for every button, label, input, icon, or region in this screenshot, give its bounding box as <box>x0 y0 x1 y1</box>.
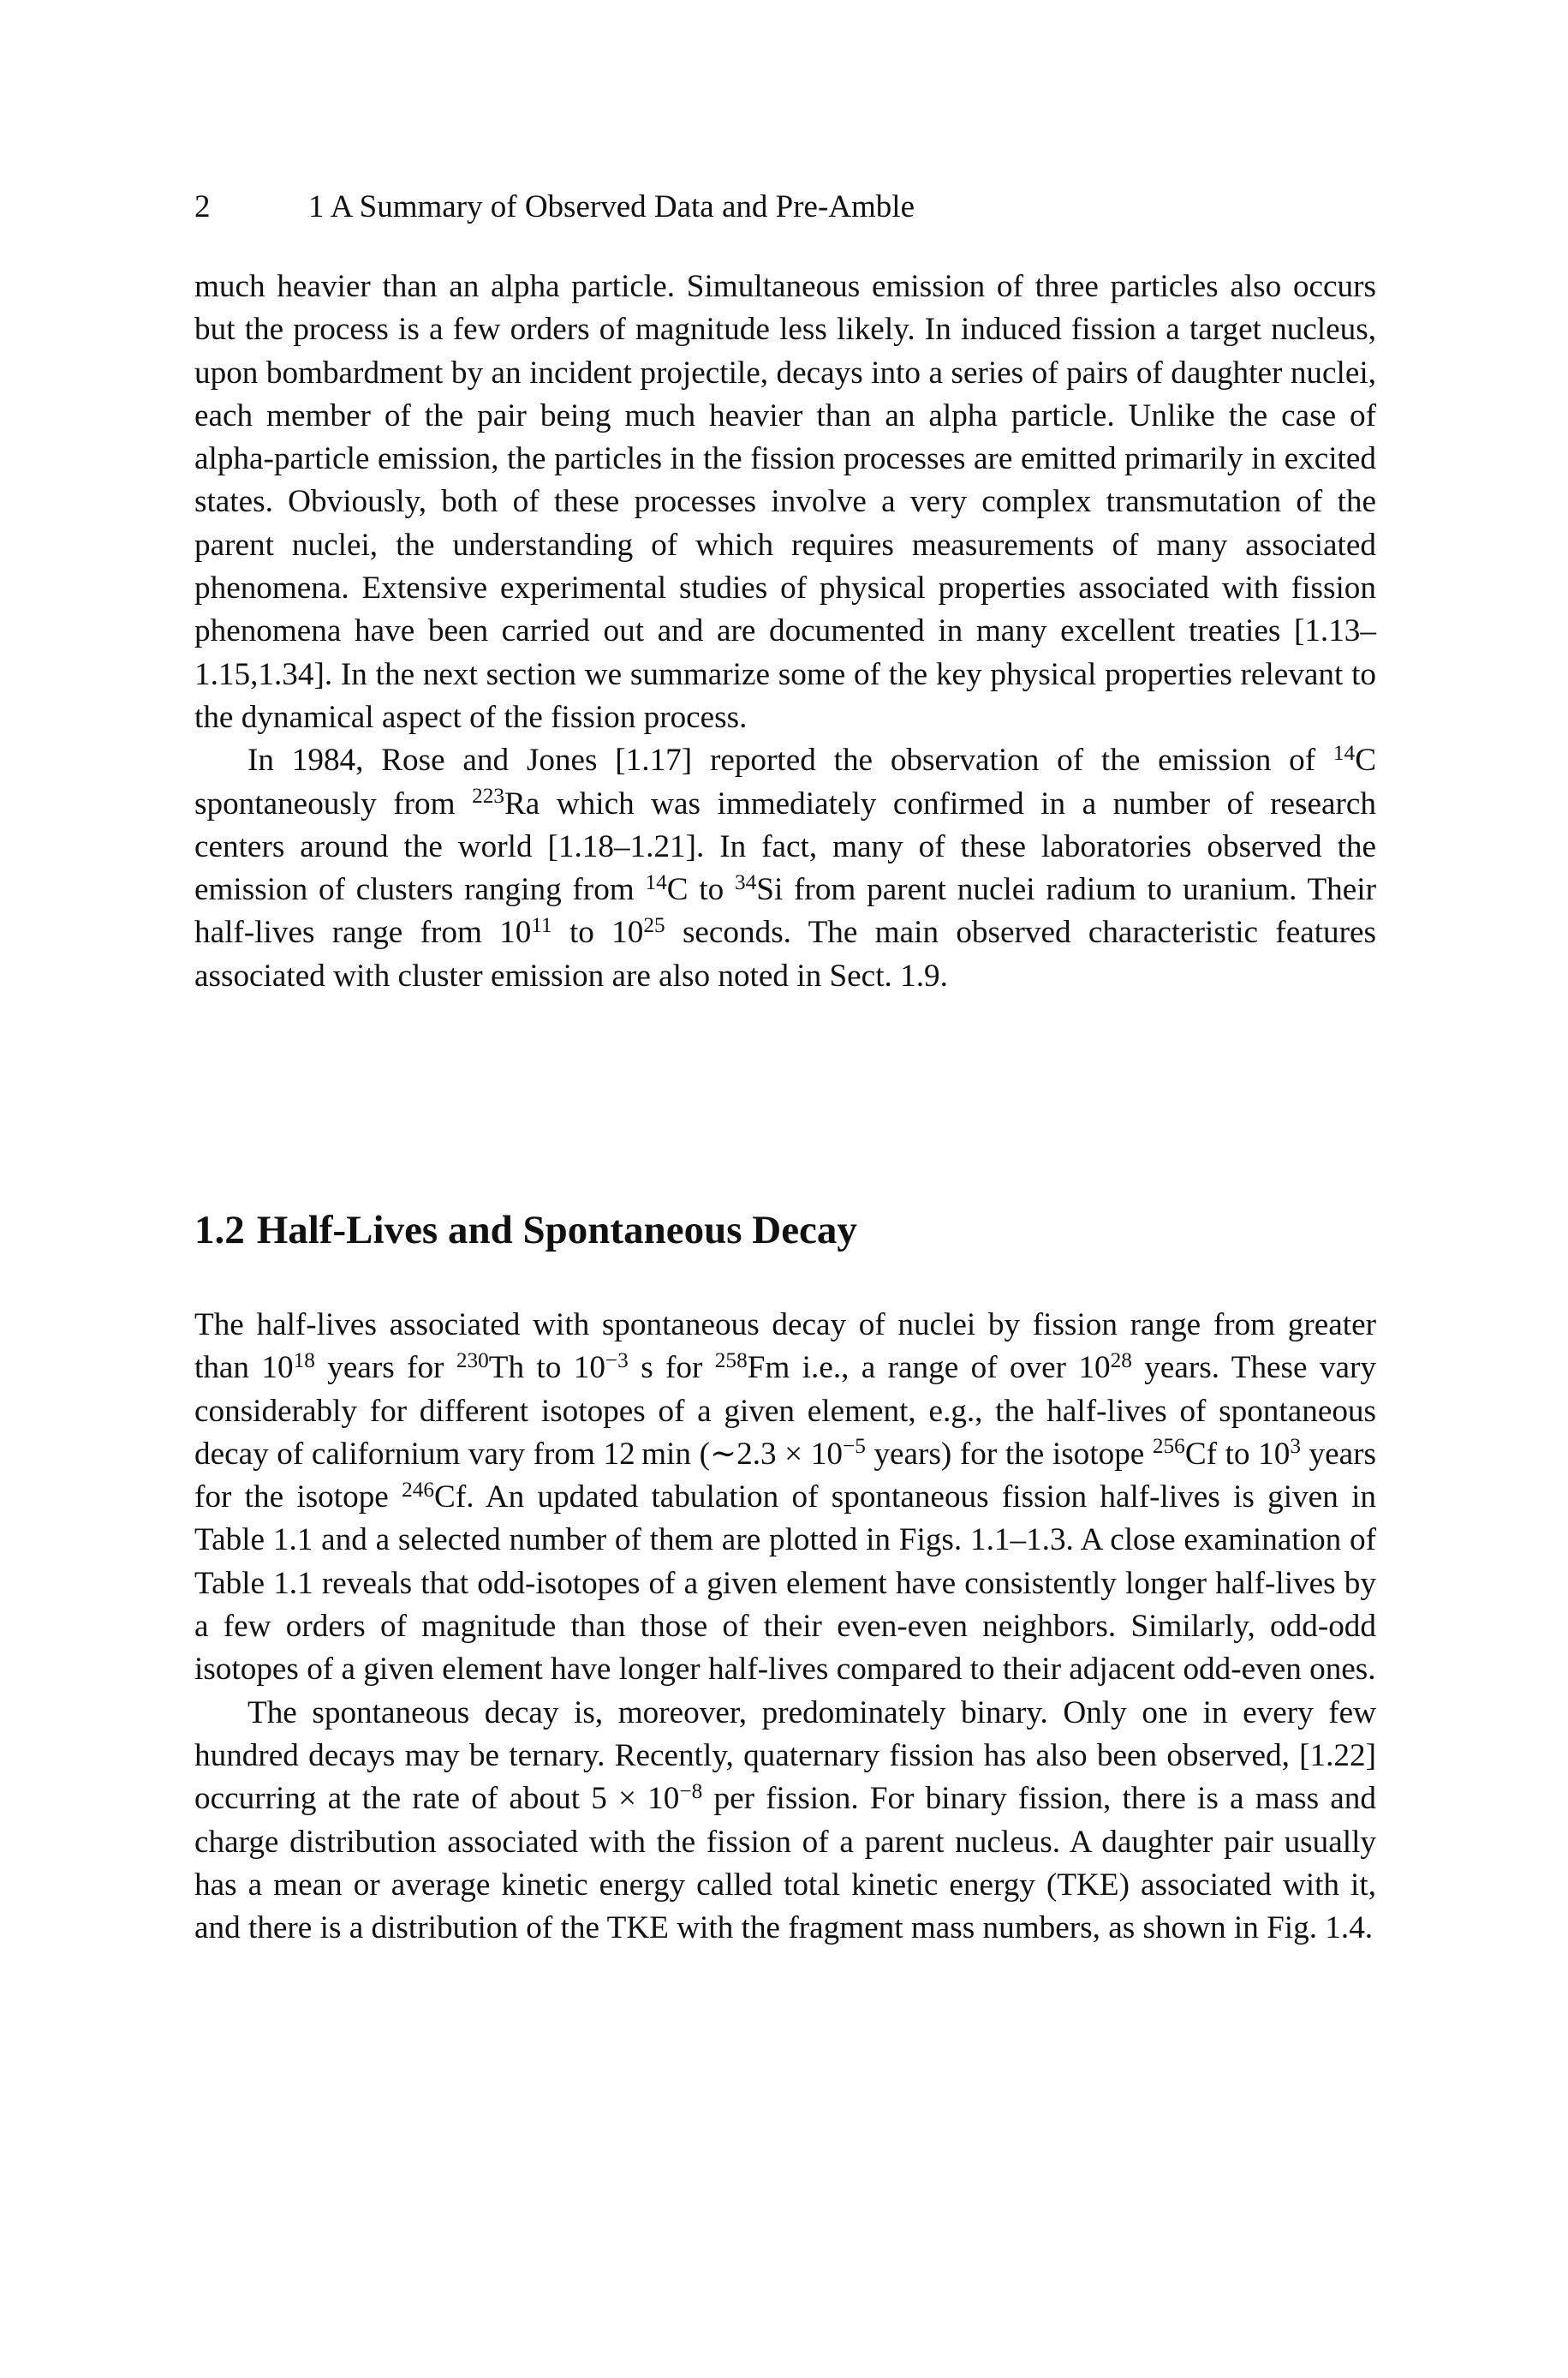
superscript: −3 <box>605 1347 629 1372</box>
superscript: 18 <box>293 1347 315 1372</box>
superscript: 223 <box>472 783 504 808</box>
text-run: Ra which was immediately confirmed in a number of research centers around the world [1.18–1.21]. In fact, many of these laboratories observed the emission of clusters ranging from <box>194 786 1377 908</box>
text-run: Cf to 10 <box>1184 1436 1291 1472</box>
superscript: 34 <box>735 869 757 894</box>
section-number: 1.2 <box>194 1208 245 1252</box>
text-run: C to <box>666 872 735 908</box>
superscript: 256 <box>1152 1434 1185 1459</box>
superscript: 11 <box>531 912 552 937</box>
superscript: −8 <box>679 1778 703 1803</box>
paragraph-cluster-emission <box>194 739 1376 998</box>
page-number: 2 <box>194 189 211 224</box>
superscript: 28 <box>1110 1347 1132 1372</box>
paragraph-half-lives <box>194 1304 1376 1692</box>
superscript: 230 <box>456 1347 489 1372</box>
text-run: In 1984, Rose and Jones [1.17] reported the observation of the emission of <box>247 743 1333 779</box>
text-run: The half-lives associated with spontaneous decay of nuclei by fission range from greater than 10 <box>194 1307 1376 1386</box>
text-run: s for <box>628 1350 715 1386</box>
superscript: 258 <box>714 1347 748 1372</box>
body-text-section-1-1 <box>194 266 1376 998</box>
text-run: per fission. For binary fission, there is a mass and charge distribution associated with the fission of a parent nucleus. A daughter pair usually has a mean or average kinetic energy called total kinetic energy (TKE) associated with it, and there is a distribution of the TKE with the fragment mass numbers, as shown in Fig. 1.4. <box>194 1781 1376 1946</box>
superscript: −5 <box>842 1434 866 1459</box>
text-run: years for the isotope <box>194 1436 1377 1515</box>
text-run: years) for the isotope <box>865 1436 1153 1472</box>
text-run: Th to 10 <box>488 1350 605 1386</box>
body-text-section-1-2 <box>194 1304 1376 1950</box>
text-run: C spontaneously from <box>194 743 1376 822</box>
superscript: 246 <box>402 1477 435 1502</box>
running-head <box>194 188 915 226</box>
text-run: seconds. The main observed characteristic features associated with cluster emission are also noted in Sect. 1.9. <box>194 915 1376 994</box>
text-run: years for <box>314 1350 456 1386</box>
text-run: Fm i.e., a range of over 10 <box>747 1350 1111 1386</box>
text-run: Cf. An updated tabulation of spontaneous fission half-lives is given in Table 1.1 and a selected number of them are plotted in Figs. 1.1–1.3. A close examination of Table 1.1 reveals that odd-isotopes of a given element have consistently longer half-lives by a few orders of magnitude than those of their even-even neighbors. Similarly, odd-odd isotopes of a given element have longer half-lives compared to their adjacent odd-even ones. <box>194 1479 1377 1688</box>
paragraph-binary-fission <box>194 1692 1376 1951</box>
text-run: years. These vary considerably for different isotopes of a given element, e.g., the half-lives of spontaneous decay of californium vary from 12 min (∼2.3 × 10 <box>194 1350 1376 1472</box>
section-heading <box>194 1206 857 1254</box>
text-run: Si from parent nuclei radium to uranium. Their half-lives range from 10 <box>194 872 1376 951</box>
text-run: The spontaneous decay is, moreover, predominately binary. Only one in every few hundred decays may be ternary. Recently, quaternary fission has also been observed, [1.22] occurring at the rate of about 5 × 10 <box>194 1694 1376 1817</box>
paragraph-fission-overview <box>194 266 1376 739</box>
superscript: 3 <box>1290 1434 1301 1459</box>
superscript: 14 <box>645 869 667 894</box>
superscript: 25 <box>643 912 665 937</box>
paragraph-text: much heavier than an alpha particle. Simultaneous emission of three particles also occurs but the process is a few orders of magnitude less likely. In induced fission a target nucleus, upon bombardment by an incident projectile, decays into a series of pairs of daughter nuclei, each member of the pair being much heavier than an alpha particle. Unlike the case of alpha-particle emission, the particles in the fission processes are emitted primarily in excited states. Obviously, both of these processes involve a very complex transmutation of the parent nuclei, the understanding of which requires measurements of many associated phenomena. Extensive experimental studies of physical properties associated with fission phenomena have been carried out and are documented in many excellent treaties [1.13–1.15,1.34]. In the next section we summarize some of the key physical properties relevant to the dynamical aspect of the fission process. <box>194 269 1376 735</box>
superscript: 14 <box>1333 740 1356 765</box>
chapter-title: 1 A Summary of Observed Data and Pre-Amble <box>308 189 915 224</box>
section-title: Half-Lives and Spontaneous Decay <box>256 1208 857 1252</box>
text-run: to 10 <box>551 915 644 951</box>
